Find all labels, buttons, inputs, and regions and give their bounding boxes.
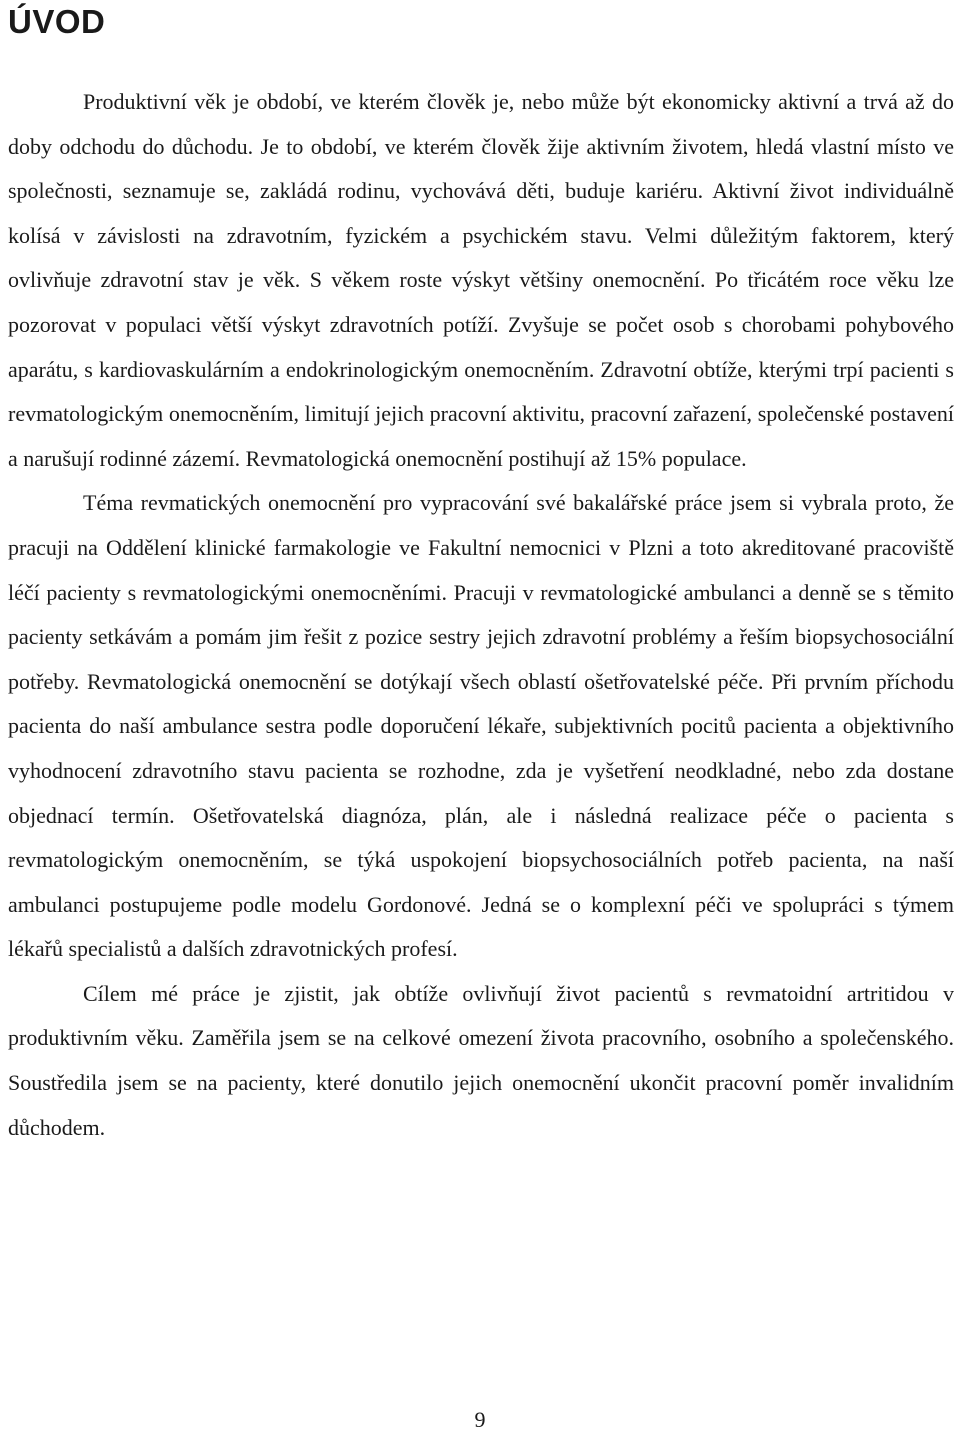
paragraph-intro: Produktivní věk je období, ve kterém člověk je, nebo může být ekonomicky aktivní a trvá až do doby odchodu do důchodu. Je to období, ve kterém člověk žije aktivním životem, hledá vlastní místo ve společnosti, seznamuje se, zakládá rodinu, vychovává děti, buduje kariéru. Aktivní život individuálně kolísá v závislosti na zdravotním, fyzickém a psychickém stavu. Velmi důležitým faktorem, který ovlivňuje zdravotní stav je věk. S věkem roste výskyt většiny onemocnění. Po třicátém roce věku lze pozorovat v populaci větší výskyt zdravotních potíží. Zvyšuje se počet osob s chorobami pohybového aparátu, s kardiovaskulárním a endokrinologickým onemocněním. Zdravotní obtíže, kterými trpí pacienti s revmatologickým onemocněním, limitují jejich pracovní aktivitu, pracovní zařazení, společenské postavení a narušují rodinné zázemí. Revmatologická onemocnění postihují až 15% populace.: [8, 89, 954, 471]
paragraph-topic-choice: Téma revmatických onemocnění pro vypracování své bakalářské práce jsem si vybrala proto, že pracuji na Oddělení klinické farmakologie ve Fakultní nemocnici v Plzni a toto akreditované pracoviště léčí pacienty s revmatologickými onemocněními. Pracuji v revmatologické ambulanci a denně se s těmito pacienty setkávám a pomám jim řešit z pozice sestry jejich zdravotní problémy a řeším biopsychosociální potřeby. Revmatologická onemocnění se dotýkají všech oblastí ošetřovatelské péče. Při prvním příchodu pacienta do naší ambulance sestra podle doporučení lékaře, subjektivních pocitů pacienta a objektivního vyhodnocení zdravotního stavu pacienta se rozhodne, zda je vyšetření neodkladné, nebo zda dostane objednací termín. Ošetřovatelská diagnóza, plán, ale i následná realizace péče o pacienta s revmatologickým onemocněním, se týká uspokojení biopsychosociálních potřeb pacienta, na naší ambulanci postupujeme podle modelu Gordonové. Jedná se o komplexní péči ve spolupráci s týmem lékařů specialistů a dalších zdravotnických profesí.: [8, 490, 954, 962]
page-number: 9: [474, 1407, 486, 1432]
body-text: [8, 80, 954, 1150]
paragraph-aim: Cílem mé práce je zjistit, jak obtíže ovlivňují život pacientů s revmatoidní artritidou v produktivním věku. Zaměřila jsem se na celkové omezení života pracovního, osobního a společenského. Soustředila jsem se na pacienty, které donutilo jejich onemocnění ukončit pracovní poměr invalidním důchodem.: [8, 980, 954, 1140]
page-title: ÚVOD: [8, 3, 106, 40]
